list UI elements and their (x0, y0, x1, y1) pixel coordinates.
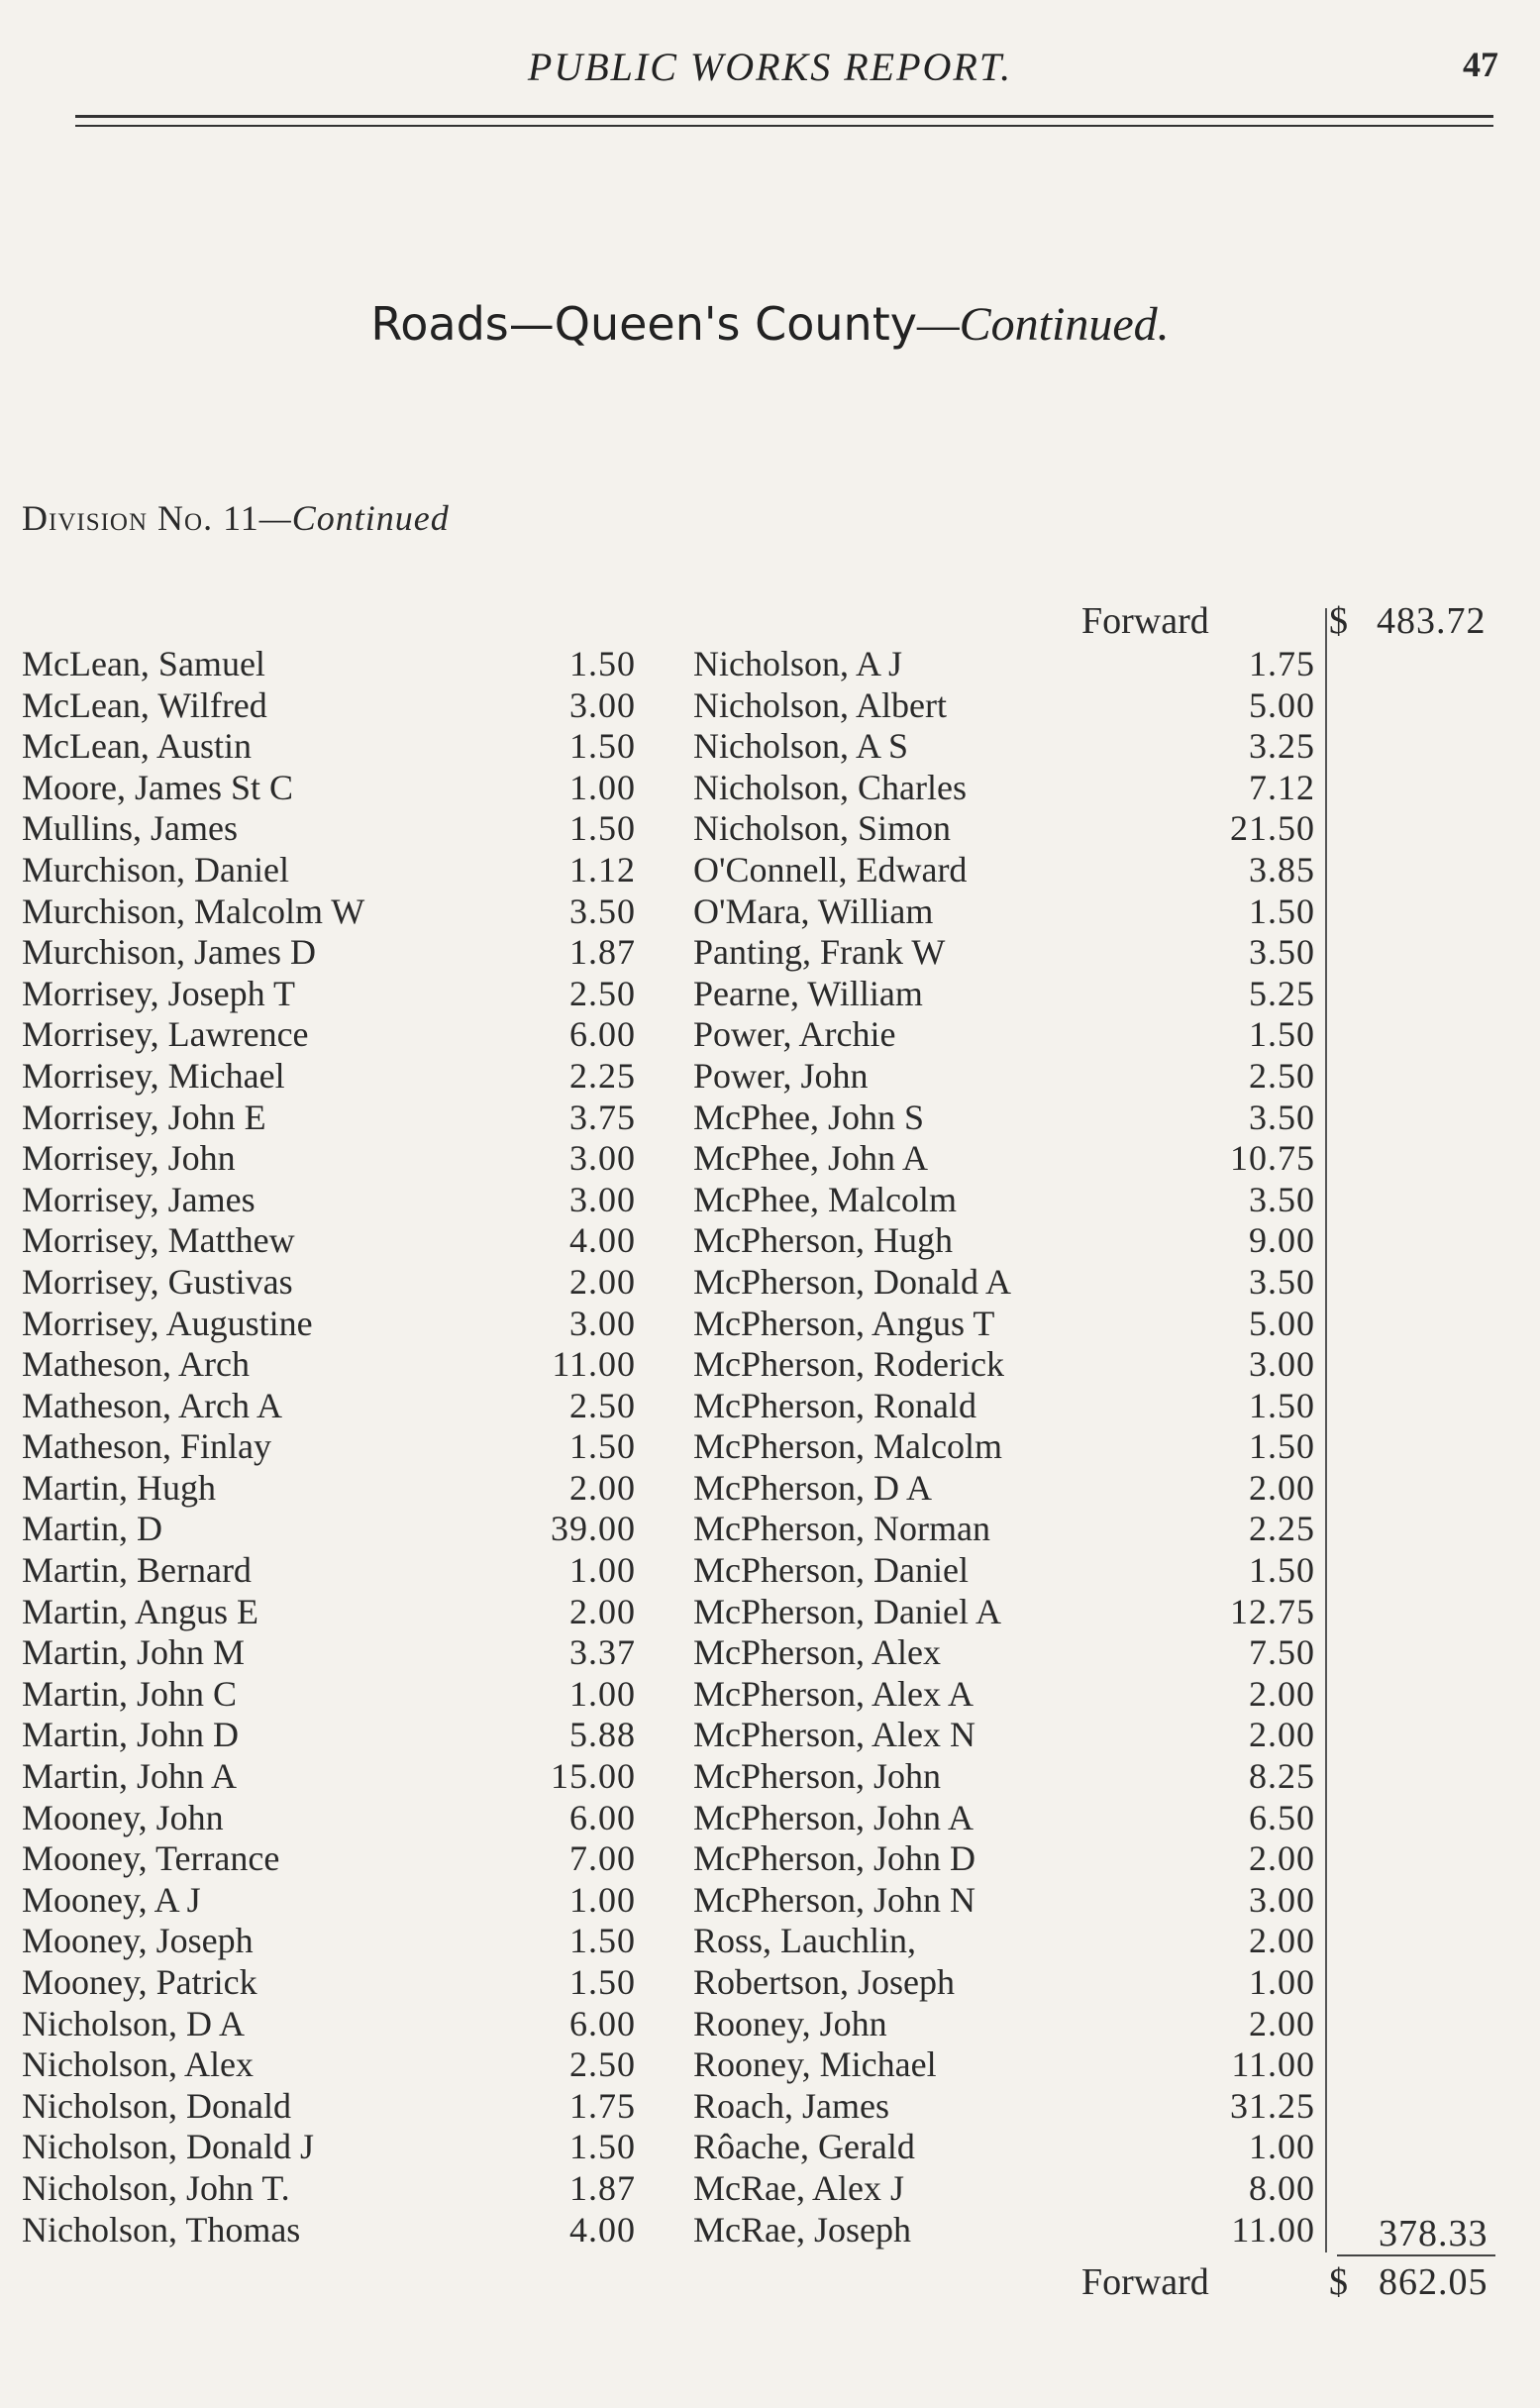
payment-amount: 1.00 (1249, 2127, 1315, 2167)
payment-amount: 3.00 (569, 1179, 636, 1219)
payment-amount: 3.50 (1249, 1179, 1315, 1219)
payment-amount: 1.75 (1249, 644, 1315, 683)
ledger-row (22, 891, 636, 933)
payee-name: Morrisey, Joseph T (22, 973, 295, 1013)
ledger-row (22, 1674, 636, 1716)
payee-name: McPherson, Malcolm (693, 1426, 1002, 1467)
ledger-row (693, 1592, 1315, 1633)
payment-amount: 15.00 (551, 1756, 636, 1797)
ledger-row (22, 768, 636, 809)
payee-name: Pearne, William (693, 973, 923, 1013)
payee-name: O'Mara, William (693, 890, 934, 931)
payee-name: McPherson, D A (693, 1467, 932, 1508)
payment-amount: 3.00 (1249, 1344, 1315, 1385)
ledger-row (693, 932, 1315, 974)
forward-top-value: 483.72 (1377, 600, 1487, 642)
payee-name: Murchison, James D (22, 932, 316, 973)
ledger-row (693, 1262, 1315, 1304)
ledger-row (22, 1262, 636, 1304)
ledger-row (22, 1344, 636, 1386)
payee-name: Murchison, Malcolm W (22, 890, 365, 931)
ledger-row (693, 2044, 1315, 2086)
payment-amount: 3.25 (1249, 726, 1315, 767)
payment-amount: 11.00 (1231, 2044, 1315, 2085)
payee-name: McPherson, Hugh (693, 1220, 953, 1261)
payment-amount: 7.50 (1249, 1632, 1315, 1673)
ledger-row (22, 1056, 636, 1098)
payee-name: Power, John (693, 1055, 869, 1096)
ledger-row (693, 974, 1315, 1015)
payment-amount: 11.00 (552, 1344, 636, 1385)
payment-amount: 2.00 (569, 1467, 636, 1508)
payment-amount: 3.50 (1249, 932, 1315, 973)
payment-amount: 5.00 (1249, 684, 1315, 725)
payee-name: McPherson, Alex A (693, 1673, 974, 1714)
ledger-row (693, 1344, 1315, 1386)
ledger-row (693, 1426, 1315, 1468)
ledger-row (693, 808, 1315, 850)
ledger-row (693, 768, 1315, 809)
payee-name: McPherson, John D (693, 1838, 975, 1879)
ledger-row (22, 1014, 636, 1056)
ledger-row (22, 974, 636, 1015)
payment-amount: 3.50 (569, 890, 636, 931)
payee-name: Mooney, Joseph (22, 1921, 254, 1961)
payment-amount: 2.25 (1249, 1509, 1315, 1549)
payment-amount: 2.00 (1249, 1673, 1315, 1714)
payment-amount: 10.75 (1230, 1138, 1315, 1179)
payee-name: Murchison, Daniel (22, 849, 289, 890)
section-title-main: Roads—Queen's County (370, 297, 917, 351)
ledger-row (693, 1304, 1315, 1345)
ledger-row (22, 2168, 636, 2210)
division-label: Division No. (22, 498, 214, 538)
payee-name: Nicholson, Albert (693, 684, 947, 725)
payee-name: McPherson, Alex (693, 1632, 941, 1673)
payee-name: Nicholson, Charles (693, 767, 967, 807)
ledger-row (22, 1220, 636, 1262)
payment-amount: 3.50 (1249, 1261, 1315, 1302)
forward-bottom-value: 862.05 (1379, 2261, 1489, 2303)
ledger-row (693, 1220, 1315, 1262)
payee-name: Nicholson, A J (693, 644, 903, 683)
payee-name: Mooney, A J (22, 1879, 201, 1920)
payee-name: McRae, Alex J (693, 2167, 904, 2208)
payee-name: Morrisey, Matthew (22, 1220, 295, 1261)
payee-name: Nicholson, D A (22, 2003, 245, 2043)
payment-amount: 7.12 (1249, 767, 1315, 807)
ledger-row (693, 1550, 1315, 1592)
payment-amount: 1.00 (569, 1673, 636, 1714)
ledger-row (22, 2004, 636, 2045)
payee-name: Morrisey, James (22, 1179, 256, 1219)
right-column-list (693, 644, 1315, 2251)
division-number: 11 (223, 498, 259, 538)
ledger-row (22, 1550, 636, 1592)
payee-name: Morrisey, Gustivas (22, 1261, 293, 1302)
payment-amount: 3.37 (569, 1632, 636, 1673)
ledger-row (693, 1180, 1315, 1221)
forward-bottom-label: Forward (1081, 2261, 1209, 2303)
forward-top-label: Forward (1081, 600, 1209, 642)
payment-amount: 3.75 (569, 1097, 636, 1137)
payment-amount: 2.00 (1249, 2003, 1315, 2043)
payment-amount: 1.87 (569, 2167, 636, 2208)
ledger-row (693, 1715, 1315, 1756)
payment-amount: 1.50 (1249, 890, 1315, 931)
payment-amount: 3.00 (569, 1138, 636, 1179)
payee-name: McPherson, Ronald (693, 1385, 976, 1425)
payee-name: McPherson, John N (693, 1879, 975, 1920)
payee-name: Mooney, John (22, 1797, 224, 1837)
payment-amount: 2.00 (1249, 1921, 1315, 1961)
ledger-row (22, 1592, 636, 1633)
payee-name: Morrisey, Michael (22, 1055, 285, 1096)
payment-amount: 1.12 (569, 849, 636, 890)
payment-amount: 3.85 (1249, 849, 1315, 890)
payment-amount: 2.00 (1249, 1838, 1315, 1879)
ledger-row (22, 1880, 636, 1922)
payment-amount: 11.00 (1231, 2209, 1315, 2250)
payee-name: Nicholson, John T. (22, 2167, 290, 2208)
payee-name: McPherson, Daniel A (693, 1591, 1001, 1631)
ledger-row (22, 1756, 636, 1798)
payment-amount: 1.87 (569, 932, 636, 973)
payee-name: Nicholson, Alex (22, 2044, 254, 2085)
total-column-rule (1325, 608, 1327, 2252)
ledger-row (22, 1715, 636, 1756)
payment-amount: 4.00 (569, 1220, 636, 1261)
section-title (0, 297, 1540, 352)
page-header-title: PUBLIC WORKS REPORT. (527, 45, 1013, 89)
payee-name: McPhee, Malcolm (693, 1179, 957, 1219)
ledger-row (22, 2044, 636, 2086)
payment-amount: 1.50 (569, 726, 636, 767)
ledger-row (693, 1509, 1315, 1550)
payment-amount: 2.00 (1249, 1467, 1315, 1508)
payee-name: McRae, Joseph (693, 2209, 911, 2250)
payee-name: McLean, Samuel (22, 644, 265, 683)
payment-amount: 3.00 (1249, 1879, 1315, 1920)
payment-amount: 8.25 (1249, 1756, 1315, 1797)
ledger-row (22, 1180, 636, 1221)
payee-name: Nicholson, Donald (22, 2085, 291, 2126)
payee-name: O'Connell, Edward (693, 849, 968, 890)
payment-amount: 2.50 (569, 973, 636, 1013)
ledger-row (22, 1838, 636, 1880)
payee-name: Mullins, James (22, 808, 239, 849)
payee-name: Morrisey, Augustine (22, 1303, 313, 1343)
ledger-row (22, 1798, 636, 1839)
payment-amount: 12.75 (1230, 1591, 1315, 1631)
page-number: 47 (1463, 45, 1498, 84)
payment-amount: 6.00 (569, 1014, 636, 1055)
payee-name: Rooney, John (693, 2003, 887, 2043)
payment-amount: 1.00 (569, 1550, 636, 1591)
ledger-row (693, 2086, 1315, 2128)
ledger-row (22, 850, 636, 891)
payment-amount: 7.00 (569, 1838, 636, 1879)
payment-amount: 1.50 (569, 1426, 636, 1467)
payment-amount: 31.25 (1230, 2085, 1315, 2126)
ledger-row (22, 644, 636, 685)
payment-amount: 2.25 (569, 1055, 636, 1096)
ledger-row (22, 1468, 636, 1510)
division-heading (22, 497, 450, 539)
payment-amount: 6.50 (1249, 1797, 1315, 1837)
ledger-row (693, 685, 1315, 727)
payee-name: Rooney, Michael (693, 2044, 937, 2085)
payment-amount: 1.50 (1249, 1550, 1315, 1591)
payee-name: Ross, Lauchlin, (693, 1921, 916, 1961)
payment-amount: 3.50 (1249, 1097, 1315, 1137)
payee-name: McPherson, John A (693, 1797, 975, 1837)
ledger-row (22, 1304, 636, 1345)
payee-name: Martin, John C (22, 1673, 238, 1714)
payment-amount: 2.50 (569, 2044, 636, 2085)
ledger-row (22, 808, 636, 850)
ledger-row (693, 2004, 1315, 2045)
forward-bottom-dollar: $ (1329, 2261, 1348, 2303)
forward-top-dollar: $ (1329, 600, 1348, 642)
ledger-row (693, 2168, 1315, 2210)
payment-amount: 1.50 (569, 1962, 636, 2002)
payment-amount: 4.00 (569, 2209, 636, 2250)
ledger-row (693, 2210, 1315, 2251)
payment-amount: 1.00 (1249, 1962, 1315, 2002)
payment-amount: 2.00 (569, 1261, 636, 1302)
payment-amount: 3.00 (569, 684, 636, 725)
payee-name: Martin, Angus E (22, 1591, 258, 1631)
payment-amount: 9.00 (1249, 1220, 1315, 1261)
payee-name: Nicholson, Thomas (22, 2209, 301, 2250)
payee-name: Nicholson, Simon (693, 808, 952, 849)
payment-amount: 1.50 (1249, 1426, 1315, 1467)
header-rule-top (75, 115, 1493, 118)
payment-amount: 5.25 (1249, 973, 1315, 1013)
ledger-row (693, 1880, 1315, 1922)
payee-name: McPherson, Norman (693, 1509, 990, 1549)
ledger-row (22, 1962, 636, 2004)
payee-name: McPherson, Daniel (693, 1550, 969, 1591)
payee-name: Power, Archie (693, 1014, 896, 1055)
payment-amount: 2.00 (1249, 1715, 1315, 1755)
payee-name: Nicholson, Donald J (22, 2127, 314, 2167)
payment-amount: 1.50 (569, 808, 636, 849)
payee-name: Nicholson, A S (693, 726, 909, 767)
payee-name: McLean, Austin (22, 726, 252, 767)
ledger-row (693, 1138, 1315, 1180)
payment-amount: 3.00 (569, 1303, 636, 1343)
payee-name: McPherson, Alex N (693, 1715, 975, 1755)
payment-amount: 1.00 (569, 1879, 636, 1920)
ledger-row (693, 1098, 1315, 1139)
payee-name: McPherson, Donald A (693, 1261, 1011, 1302)
payment-amount: 6.00 (569, 1797, 636, 1837)
ledger-row (22, 1386, 636, 1427)
payee-name: McPhee, John A (693, 1138, 928, 1179)
payment-amount: 8.00 (1249, 2167, 1315, 2208)
payee-name: Morrisey, John E (22, 1097, 266, 1137)
ledger-row (22, 2127, 636, 2168)
ledger-row (22, 1098, 636, 1139)
payment-amount: 1.00 (569, 767, 636, 807)
ledger-row (22, 685, 636, 727)
payment-amount: 39.00 (551, 1509, 636, 1549)
payee-name: Morrisey, Lawrence (22, 1014, 309, 1055)
subtotal-rule (1337, 2254, 1495, 2256)
payment-amount: 1.50 (569, 1921, 636, 1961)
payee-name: Moore, James St C (22, 767, 293, 807)
payee-name: Martin, John A (22, 1756, 238, 1797)
payee-name: Martin, Hugh (22, 1467, 216, 1508)
ledger-row (22, 1509, 636, 1550)
payee-name: Robertson, Joseph (693, 1962, 955, 2002)
ledger-row (693, 891, 1315, 933)
payee-name: Matheson, Arch (22, 1344, 250, 1385)
payee-name: Roach, James (693, 2085, 889, 2126)
payment-amount: 2.50 (1249, 1055, 1315, 1096)
payee-name: Mooney, Patrick (22, 1962, 257, 2002)
ledger-row (693, 1756, 1315, 1798)
header-rule-bottom (75, 125, 1493, 127)
payee-name: McPherson, John (693, 1756, 941, 1797)
division-continued: —Continued (258, 498, 450, 538)
ledger-row (693, 1921, 1315, 1962)
ledger-row (693, 1962, 1315, 2004)
ledger-row (22, 1921, 636, 1962)
payment-amount: 5.88 (569, 1715, 636, 1755)
payee-name: Mooney, Terrance (22, 1838, 280, 1879)
payment-amount: 1.50 (1249, 1385, 1315, 1425)
payment-amount: 6.00 (569, 2003, 636, 2043)
payment-amount: 1.50 (569, 2127, 636, 2167)
ledger-row (693, 644, 1315, 685)
payee-name: Panting, Frank W (693, 932, 946, 973)
payee-name: Martin, John M (22, 1632, 245, 1673)
ledger-row (22, 2086, 636, 2128)
payee-name: Matheson, Arch A (22, 1385, 282, 1425)
payee-name: Martin, John D (22, 1715, 239, 1755)
payment-amount: 5.00 (1249, 1303, 1315, 1343)
ledger-row (693, 1014, 1315, 1056)
ledger-row (22, 1426, 636, 1468)
ledger-row (22, 2210, 636, 2251)
payment-amount: 1.50 (569, 644, 636, 683)
payee-name: McLean, Wilfred (22, 684, 267, 725)
ledger-row (693, 850, 1315, 891)
ledger-row (693, 1386, 1315, 1427)
payee-name: McPherson, Angus T (693, 1303, 995, 1343)
payee-name: Morrisey, John (22, 1138, 236, 1179)
ledger-row (693, 1798, 1315, 1839)
payee-name: Martin, Bernard (22, 1550, 252, 1591)
payee-name: Rôache, Gerald (693, 2127, 915, 2167)
payee-name: McPhee, John S (693, 1097, 924, 1137)
payment-amount: 21.50 (1230, 808, 1315, 849)
ledger-row (693, 1674, 1315, 1716)
payee-name: McPherson, Roderick (693, 1344, 1004, 1385)
ledger-row (693, 1632, 1315, 1674)
section-title-continued: —Continued. (916, 298, 1170, 351)
payee-name: Martin, D (22, 1509, 162, 1549)
ledger-row (693, 2127, 1315, 2168)
payee-name: Matheson, Finlay (22, 1426, 271, 1467)
ledger-row (22, 1138, 636, 1180)
ledger-row (693, 1838, 1315, 1880)
left-column-list (22, 644, 636, 2251)
column-subtotal: 378.33 (1379, 2213, 1489, 2254)
payment-amount: 2.00 (569, 1591, 636, 1631)
payment-amount: 1.50 (1249, 1014, 1315, 1055)
ledger-row (693, 1468, 1315, 1510)
payment-amount: 1.75 (569, 2085, 636, 2126)
ledger-row (22, 726, 636, 768)
payment-amount: 2.50 (569, 1385, 636, 1425)
ledger-row (693, 1056, 1315, 1098)
ledger-row (22, 1632, 636, 1674)
ledger-row (22, 932, 636, 974)
ledger-row (693, 726, 1315, 768)
